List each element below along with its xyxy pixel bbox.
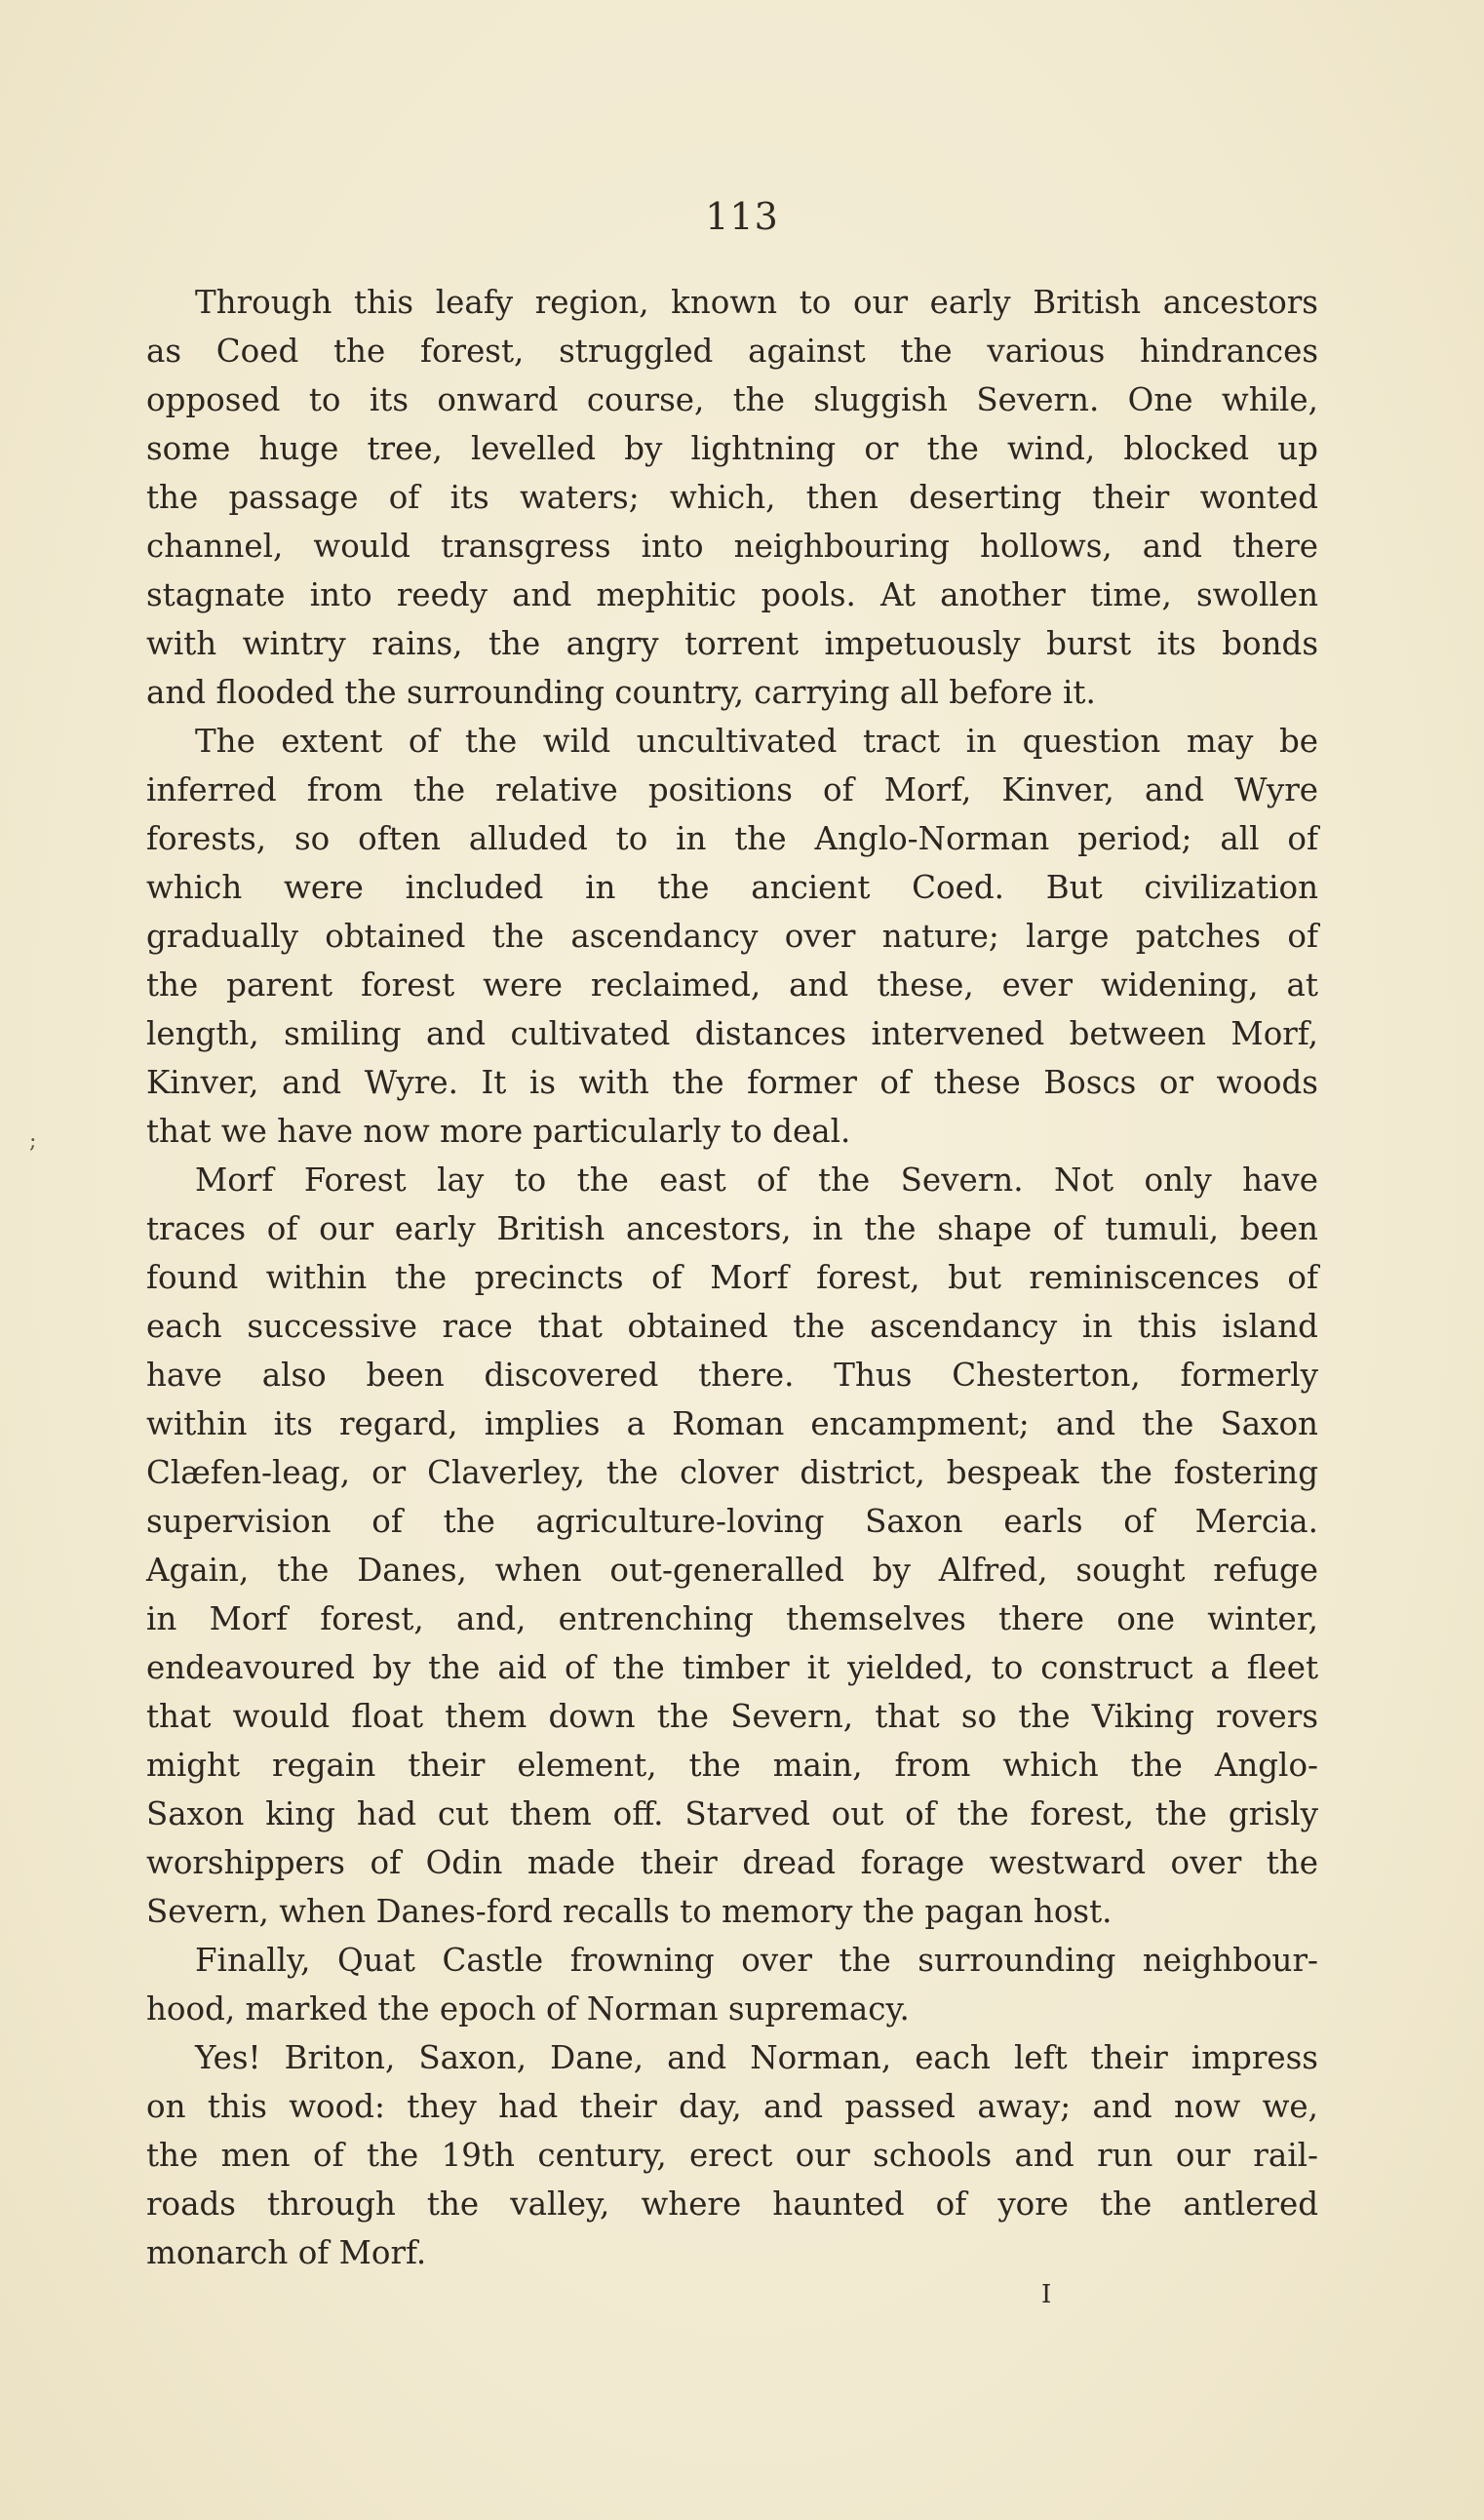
text-line: as Coed the forest, struggled against the various hindrances — [146, 333, 1318, 370]
body-text — [146, 278, 1318, 2277]
text-line: each successive race that obtained the ascendancy in this island — [146, 1308, 1318, 1345]
text-line: Severn, when Danes-ford recalls to memory the pagan host. — [146, 1893, 1113, 1930]
text-line: forests, so often alluded to in the Anglo-Norman period; all of — [146, 820, 1318, 857]
text-line: with wintry rains, the angry torrent impetuously burst its bonds — [146, 625, 1318, 662]
text-line: that we have now more particularly to deal. — [146, 1113, 851, 1150]
text-line: the men of the 19th century, erect our schools and run our rail- — [146, 2137, 1318, 2174]
text-line: worshippers of Odin made their dread forage westward over the — [146, 1844, 1318, 1881]
page-number: 113 — [705, 195, 779, 238]
text-line: traces of our early British ancestors, in the shape of tumuli, been — [146, 1210, 1318, 1247]
text-line: endeavoured by the aid of the timber it yielded, to construct a fleet — [146, 1649, 1318, 1686]
text-line: Clæfen-leag, or Claverley, the clover district, bespeak the fostering — [146, 1454, 1318, 1491]
text-line: hood, marked the epoch of Norman supremacy. — [146, 1990, 910, 2028]
text-line: The extent of the wild uncultivated tract in question may be — [195, 723, 1318, 760]
text-line: in Morf forest, and, entrenching themselves there one winter, — [146, 1600, 1318, 1637]
text-line: monarch of Morf. — [146, 2234, 427, 2271]
text-line: gradually obtained the ascendancy over nature; large patches of — [146, 918, 1318, 955]
text-line: stagnate into reedy and mephitic pools. At another time, swollen — [146, 576, 1318, 613]
text-line: channel, would transgress into neighbouring hollows, and there — [146, 528, 1318, 565]
text-line: Yes! Briton, Saxon, Dane, and Norman, each left their impress — [195, 2039, 1318, 2076]
text-line: and flooded the surrounding country, carrying all before it. — [146, 674, 1096, 711]
text-line: supervision of the agriculture-loving Saxon earls of Mercia. — [146, 1503, 1318, 1540]
text-line: some huge tree, levelled by lightning or the wind, blocked up — [146, 430, 1318, 467]
text-line: Kinver, and Wyre. It is with the former of these Boscs or woods — [146, 1064, 1318, 1101]
text-line: the passage of its waters; which, then deserting their wonted — [146, 479, 1318, 516]
signature-mark: I — [1041, 2280, 1052, 2309]
margin-mark: ; — [29, 1129, 37, 1154]
text-line: that would float them down the Severn, that so the Viking rovers — [146, 1698, 1318, 1735]
text-line: Finally, Quat Castle frowning over the surrounding neighbour- — [195, 1942, 1318, 1979]
text-line: Through this leafy region, known to our early British ancestors — [195, 284, 1318, 321]
text-line: Saxon king had cut them off. Starved out of the forest, the grisly — [146, 1795, 1318, 1832]
text-line: which were included in the ancient Coed. But civilization — [146, 869, 1318, 906]
text-line: Morf Forest lay to the east of the Severn. Not only have — [195, 1162, 1318, 1199]
text-line: opposed to its onward course, the sluggish Severn. One while, — [146, 381, 1318, 418]
text-line: found within the precincts of Morf forest, but reminiscences of — [146, 1259, 1318, 1296]
text-line: Again, the Danes, when out-generalled by Alfred, sought refuge — [146, 1552, 1318, 1589]
text-line: length, smiling and cultivated distances intervened between Morf, — [146, 1015, 1318, 1052]
text-line: might regain their element, the main, from which the Anglo- — [146, 1747, 1318, 1784]
text-line: have also been discovered there. Thus Chesterton, formerly — [146, 1357, 1318, 1394]
text-line: roads through the valley, where haunted of yore the antlered — [146, 2185, 1318, 2223]
text-line: the parent forest were reclaimed, and these, ever widening, at — [146, 966, 1318, 1004]
text-line: within its regard, implies a Roman encampment; and the Saxon — [146, 1405, 1318, 1442]
text-line: inferred from the relative positions of Morf, Kinver, and Wyre — [146, 771, 1318, 808]
text-line: on this wood: they had their day, and passed away; and now we, — [146, 2088, 1318, 2125]
